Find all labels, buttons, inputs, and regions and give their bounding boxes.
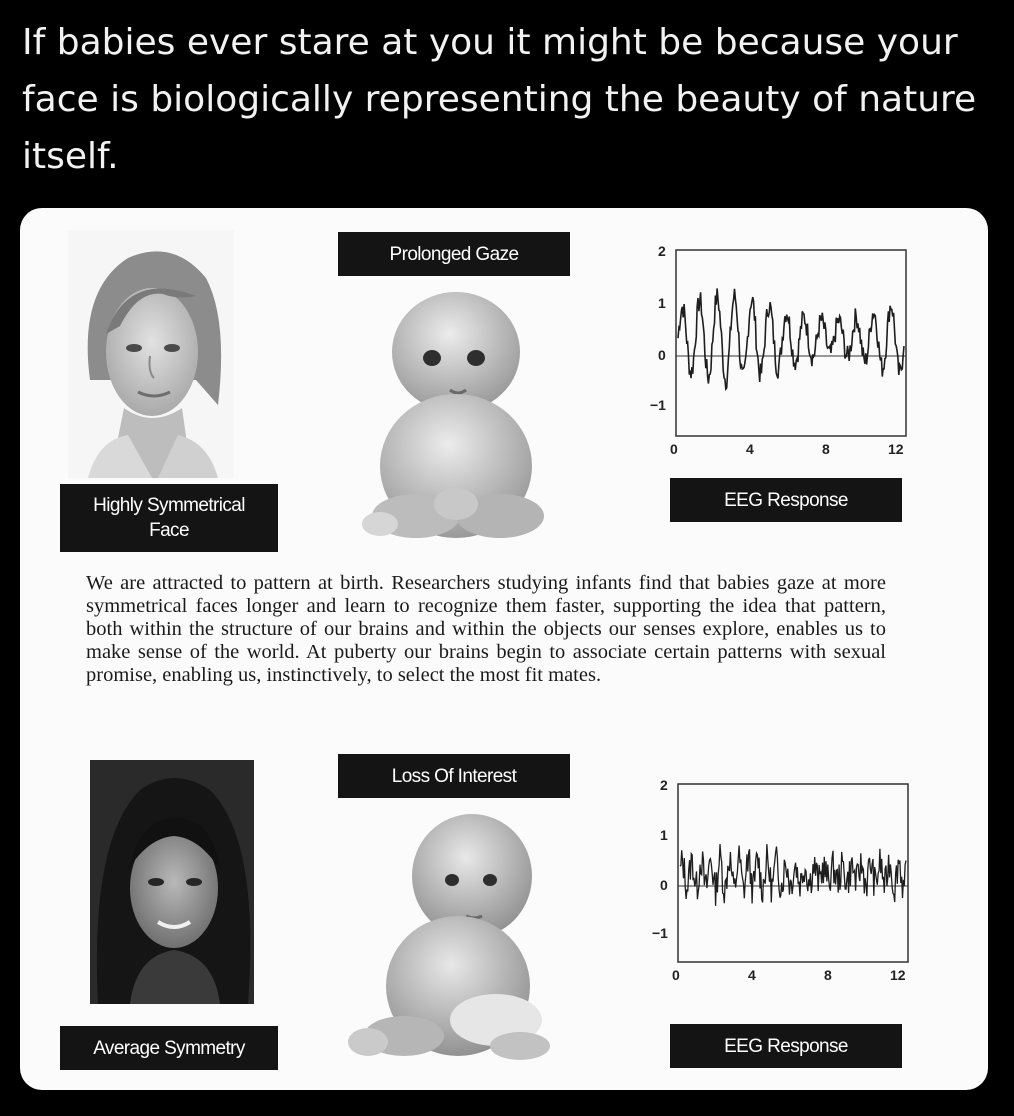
loss-of-interest-label: Loss Of Interest — [338, 754, 570, 798]
figure-caption: We are attracted to pattern at birth. Researchers studying infants find that babies gaze at more symmetrical faces longer and learn to recognize them faster, supporting the idea that pattern, both within the structure of our brains and within the objects our senses explore, enables us to make sense of the world. At puberty our brains begin to associate certain patterns with sexual promise, enabling us, instinctively, to select the most fit mates. — [86, 572, 886, 686]
figure-card[interactable] — [20, 208, 988, 1090]
average-face-photo — [90, 760, 254, 1004]
symmetrical-face-label — [60, 484, 278, 552]
eeg-waveform-top — [678, 288, 904, 389]
symmetrical-face-label-line2: Face — [149, 520, 189, 541]
symmetrical-face-label-line1: Highly Symmetrical — [93, 495, 245, 516]
eeg-top-xtick-4: 4 — [746, 441, 754, 457]
eeg-waveform-bottom — [680, 844, 906, 906]
eeg-top-ytick-1: 1 — [658, 295, 666, 311]
symmetrical-face-photo — [68, 230, 234, 478]
eeg-top-xtick-8: 8 — [822, 441, 830, 457]
baby-gazing-photo — [346, 278, 568, 552]
eeg-top-xtick-12: 12 — [888, 441, 904, 457]
eeg-top-xtick-0: 0 — [670, 441, 678, 457]
eeg-bottom-xtick-0: 0 — [672, 967, 680, 983]
eeg-bottom-xtick-8: 8 — [824, 967, 832, 983]
eeg-bottom-ytick-0: 0 — [660, 877, 668, 893]
average-symmetry-label: Average Symmetry — [60, 1026, 278, 1070]
eeg-chart-top — [640, 238, 920, 478]
eeg-response-label-top: EEG Response — [670, 478, 902, 522]
tweet-text: If babies ever stare at you it might be because your face is biologically representing the beauty of nature itself. — [22, 22, 977, 177]
eeg-chart-bottom — [642, 774, 922, 1002]
prolonged-gaze-label: Prolonged Gaze — [338, 232, 570, 276]
eeg-bottom-xtick-4: 4 — [748, 967, 756, 983]
eeg-bottom-xtick-12: 12 — [890, 967, 906, 983]
eeg-top-ytick-2: 2 — [658, 243, 666, 259]
eeg-bottom-ytick-1: 1 — [660, 827, 668, 843]
eeg-bottom-ytick-neg1: −1 — [652, 925, 668, 941]
eeg-response-label-bottom: EEG Response — [670, 1024, 902, 1068]
eeg-bottom-ytick-2: 2 — [660, 777, 668, 793]
eeg-top-ytick-0: 0 — [658, 347, 666, 363]
baby-looking-away-photo — [340, 800, 570, 1072]
eeg-top-ytick-neg1: −1 — [650, 397, 666, 413]
